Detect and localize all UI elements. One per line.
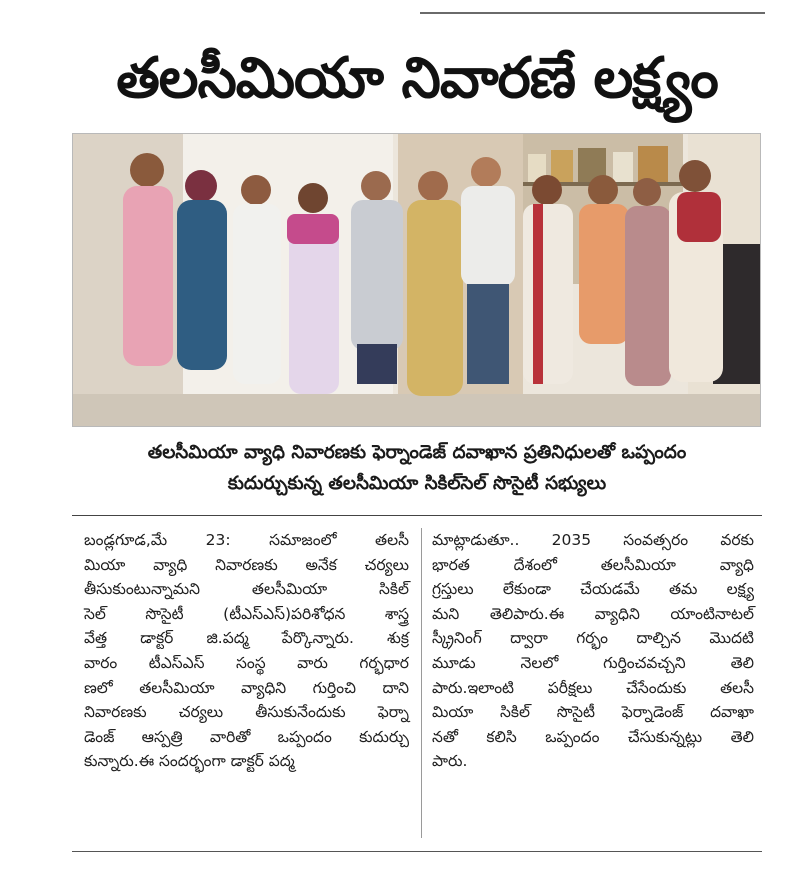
body-line: మాట్లాడుతూ.. 2035 సంవత్సరం వరకు xyxy=(432,531,754,549)
top-rule xyxy=(420,12,765,14)
group-photo xyxy=(72,133,761,427)
body-line: డెంజ్ ఆస్పత్రి వారితో ఒప్పందం కుదుర్చు xyxy=(84,727,409,746)
body-line: భారత దేశంలో తలసీమియా వ్యాధి xyxy=(432,555,754,574)
caption-line: కుదుర్చుకున్న తలసీమియా సికిల్‌సెల్ సొసైటీ సభ్యులు xyxy=(227,473,607,494)
column-divider xyxy=(421,528,422,838)
body-line: నివారణకు చర్యలు తీసుకునేందుకు ఫెర్నా xyxy=(84,703,409,722)
body-line: గ్రస్తులు లేకుండా చేయడమే తమ లక్ష్య xyxy=(432,580,754,599)
body-line: మని తెలిపారు.ఈ వ్యాధిని యాంటినాటల్ xyxy=(432,604,754,623)
body-line: ణలో తలసీమియా వ్యాధిని గుర్తించి దాని xyxy=(84,678,409,697)
caption-line: తలసీమియా వ్యాధి నివారణకు ఫెర్నాండెజ్ దవాఖాన ప్రతినిధులతో ఒప్పందం xyxy=(147,442,687,463)
photo-caption xyxy=(72,437,762,499)
body-line: పారు. xyxy=(432,752,468,771)
body-line: వారం టీఎస్ఎస్ సంస్థ వారు గర్భధార xyxy=(84,653,409,672)
body-line: మియా సికిల్ సొసైటీ ఫెర్నాడెంజ్ దవాఖా xyxy=(432,703,754,722)
body-line: స్క్రీనింగ్ ద్వారా గర్భం దాల్చిన మొదటి xyxy=(432,629,754,648)
body-line: నతో కలిసి ఒప్పందం చేసుకున్నట్లు తెలి xyxy=(432,727,754,746)
body-line: కున్నారు.ఈ సందర్భంగా డాక్టర్ పద్మ xyxy=(84,752,295,771)
body-line: బండ్లగూడ,మే 23: సమాజంలో తలసీ xyxy=(84,531,409,549)
body-line: మూడు నెలలో గుర్తించవచ్చని తెలి xyxy=(432,653,754,672)
article-column-left xyxy=(84,528,409,774)
body-line: మియా వ్యాధి నివారణకు అనేక చర్యలు xyxy=(84,555,409,574)
body-line: పారు.ఇలాంటి పరీక్షలు చేసేందుకు తలసీ xyxy=(432,678,754,697)
bottom-rule xyxy=(72,851,762,852)
headline: తలసీమియా నివారణే లక్ష్యం xyxy=(116,46,718,111)
body-line: వేత్త డాక్టర్ జి.పద్మ పేర్కొన్నారు. శుక్ర xyxy=(84,629,409,648)
article-column-right xyxy=(432,528,754,774)
body-line: తీసుకుంటున్నామని తలసీమియా సికిల్ xyxy=(84,580,409,599)
body-line: సెల్ సొసైటీ (టీఎస్ఎస్)పరిశోధన శాస్త్ర xyxy=(84,604,409,623)
caption-rule xyxy=(72,515,762,516)
